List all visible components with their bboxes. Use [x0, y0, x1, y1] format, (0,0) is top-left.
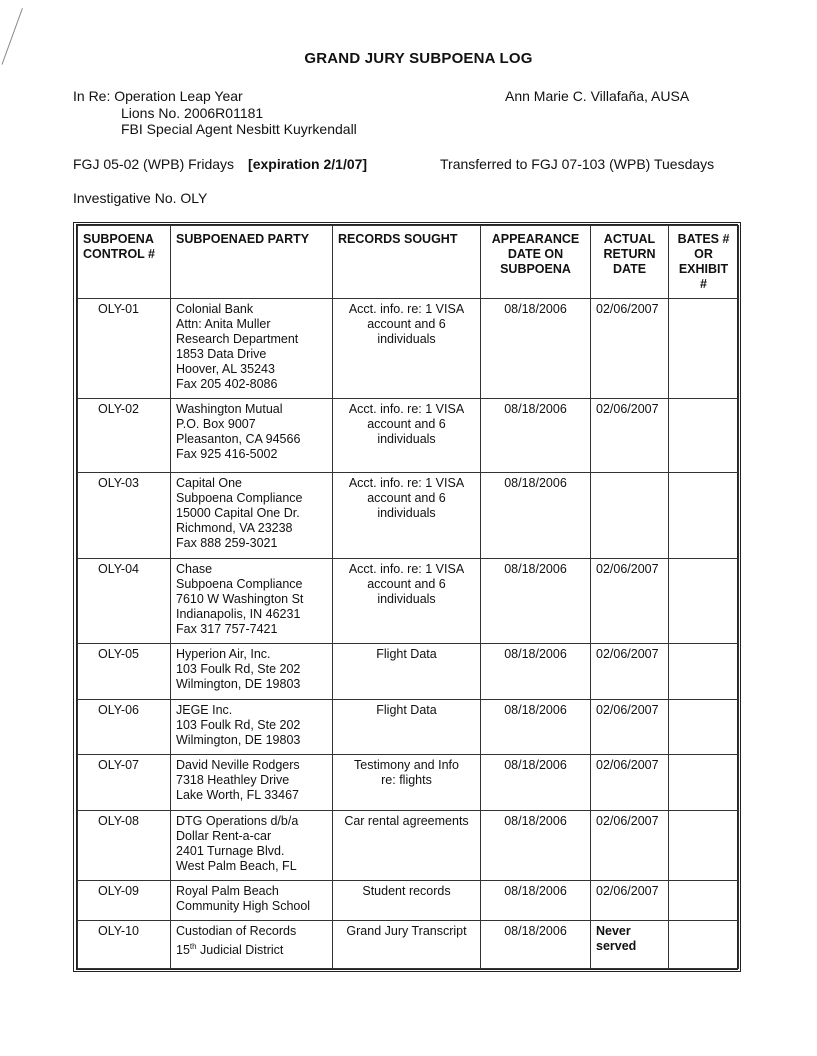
- case-name: Operation Leap Year: [114, 88, 243, 104]
- control-number-cell: OLY-09: [78, 881, 171, 921]
- control-number-cell: OLY-10: [78, 921, 171, 969]
- subpoenaed-party-cell: Colonial Bank Attn: Anita Muller Research Department 1853 Data Drive Hoover, AL 35243 Fax 205 402-8086: [171, 299, 333, 399]
- appearance-date-cell: 08/18/2006: [481, 921, 591, 969]
- bates-cell: [669, 559, 739, 644]
- bates-cell: [669, 700, 739, 755]
- lions-number: Lions No. 2006R01181: [121, 104, 264, 121]
- appearance-date-cell: 08/18/2006: [481, 811, 591, 881]
- in-re-label: In Re:: [73, 88, 111, 104]
- records-sought-cell: Testimony and Info re: flights: [333, 755, 481, 811]
- bates-cell: [669, 881, 739, 921]
- control-number-cell: OLY-04: [78, 559, 171, 644]
- header-bates: BATES # OR EXHIBIT #: [669, 226, 739, 299]
- appearance-date-cell: 08/18/2006: [481, 473, 591, 559]
- table-row: [78, 755, 739, 811]
- ausa-name: Ann Marie C. Villafaña, AUSA: [505, 88, 690, 104]
- return-date-cell: 02/06/2007: [591, 299, 669, 399]
- header-control: SUBPOENA CONTROL #: [78, 226, 171, 299]
- records-sought-cell: Flight Data: [333, 644, 481, 700]
- records-sought-cell: Acct. info. re: 1 VISA account and 6 individuals: [333, 559, 481, 644]
- subpoenaed-party-cell: Capital One Subpoena Compliance 15000 Capital One Dr. Richmond, VA 23238 Fax 888 259-3021: [171, 473, 333, 559]
- investigative-number: Investigative No. OLY: [73, 190, 208, 206]
- return-date-cell: 02/06/2007: [591, 644, 669, 700]
- control-number-cell: OLY-02: [78, 399, 171, 473]
- fgj-number: FGJ 05-02 (WPB) Fridays: [73, 156, 235, 172]
- table-row: [78, 700, 739, 755]
- header-party: SUBPOENAED PARTY: [171, 226, 333, 299]
- return-date-cell: 02/06/2007: [591, 399, 669, 473]
- appearance-date-cell: 08/18/2006: [481, 559, 591, 644]
- subpoenaed-party-cell: Royal Palm Beach Community High School: [171, 881, 333, 921]
- bates-cell: [669, 811, 739, 881]
- control-number-cell: OLY-08: [78, 811, 171, 881]
- records-sought-cell: Car rental agreements: [333, 811, 481, 881]
- table-row: [78, 399, 739, 473]
- table-row: [78, 881, 739, 921]
- appearance-date-cell: 08/18/2006: [481, 644, 591, 700]
- table-header-row: [78, 226, 739, 299]
- header-records: RECORDS SOUGHT: [333, 226, 481, 299]
- bates-cell: [669, 921, 739, 969]
- table-row: [78, 921, 739, 969]
- subpoenaed-party-cell: Custodian of Records 15th Judicial District: [171, 921, 333, 969]
- bates-cell: [669, 644, 739, 700]
- table-row: [78, 644, 739, 700]
- case-info: [73, 88, 357, 138]
- records-sought-cell: Student records: [333, 881, 481, 921]
- table-row: [78, 299, 739, 399]
- control-number-cell: OLY-07: [78, 755, 171, 811]
- appearance-date-cell: 08/18/2006: [481, 755, 591, 811]
- control-number-cell: OLY-05: [78, 644, 171, 700]
- return-date-cell: 02/06/2007: [591, 755, 669, 811]
- subpoenaed-party-cell: JEGE Inc. 103 Foulk Rd, Ste 202 Wilmington, DE 19803: [171, 700, 333, 755]
- return-date-cell: 02/06/2007: [591, 881, 669, 921]
- appearance-date-cell: 08/18/2006: [481, 700, 591, 755]
- table-row: [78, 473, 739, 559]
- bates-cell: [669, 473, 739, 559]
- appearance-date-cell: 08/18/2006: [481, 881, 591, 921]
- table-row: [78, 559, 739, 644]
- subpoenaed-party-cell: Chase Subpoena Compliance 7610 W Washington St Indianapolis, IN 46231 Fax 317 757-7421: [171, 559, 333, 644]
- bates-cell: [669, 299, 739, 399]
- return-date-cell: 02/06/2007: [591, 811, 669, 881]
- subpoena-table: [73, 222, 741, 972]
- control-number-cell: OLY-06: [78, 700, 171, 755]
- records-sought-cell: Grand Jury Transcript: [333, 921, 481, 969]
- control-number-cell: OLY-01: [78, 299, 171, 399]
- table-row: [78, 811, 739, 881]
- grand-jury-info: [73, 156, 367, 173]
- subpoenaed-party-cell: DTG Operations d/b/a Dollar Rent-a-car 2401 Turnage Blvd. West Palm Beach, FL: [171, 811, 333, 881]
- subpoenaed-party-cell: David Neville Rodgers 7318 Heathley Drive Lake Worth, FL 33467: [171, 755, 333, 811]
- header-appearance: APPEARANCE DATE ON SUBPOENA: [481, 226, 591, 299]
- page-title: GRAND JURY SUBPOENA LOG: [304, 50, 533, 67]
- agent-name: FBI Special Agent Nesbitt Kuyrkendall: [121, 121, 357, 137]
- records-sought-cell: Acct. info. re: 1 VISA account and 6 individuals: [333, 399, 481, 473]
- return-date-cell: [591, 473, 669, 559]
- subpoenaed-party-cell: Washington Mutual P.O. Box 9007 Pleasanton, CA 94566 Fax 925 416-5002: [171, 399, 333, 473]
- records-sought-cell: Acct. info. re: 1 VISA account and 6 individuals: [333, 473, 481, 559]
- records-sought-cell: Acct. info. re: 1 VISA account and 6 individuals: [333, 299, 481, 399]
- bates-cell: [669, 755, 739, 811]
- subpoenaed-party-cell: Hyperion Air, Inc. 103 Foulk Rd, Ste 202 Wilmington, DE 19803: [171, 644, 333, 700]
- appearance-date-cell: 08/18/2006: [481, 299, 591, 399]
- bates-cell: [669, 399, 739, 473]
- control-number-cell: OLY-03: [78, 473, 171, 559]
- return-date-cell: Never served: [591, 921, 669, 969]
- header-return: ACTUAL RETURN DATE: [591, 226, 669, 299]
- return-date-cell: 02/06/2007: [591, 559, 669, 644]
- appearance-date-cell: 08/18/2006: [481, 399, 591, 473]
- expiration-note: [expiration 2/1/07]: [248, 156, 368, 172]
- return-date-cell: 02/06/2007: [591, 700, 669, 755]
- records-sought-cell: Flight Data: [333, 700, 481, 755]
- transfer-note: Transferred to FGJ 07-103 (WPB) Tuesdays: [440, 156, 715, 172]
